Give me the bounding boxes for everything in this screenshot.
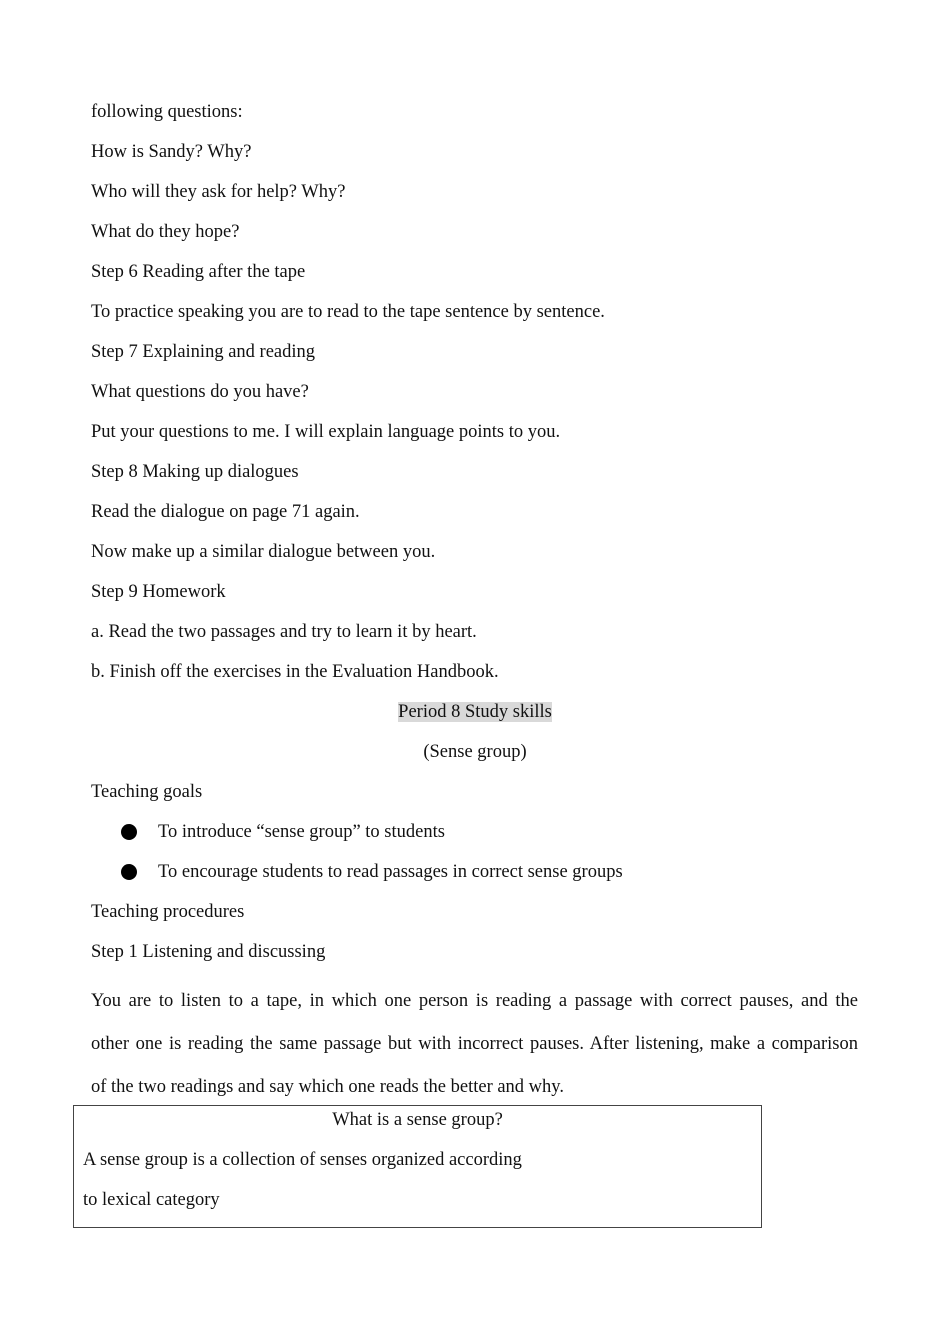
bullet-icon xyxy=(121,864,137,880)
period-title-row xyxy=(0,700,950,724)
goal-item: To encourage students to read passages in correct sense groups xyxy=(158,862,623,882)
sense-group-box xyxy=(73,1105,762,1228)
step-heading: Step 6 Reading after the tape xyxy=(91,262,306,282)
text-line: How is Sandy? Why? xyxy=(91,142,252,162)
bullet-icon xyxy=(121,824,137,840)
text-line: Now make up a similar dialogue between you. xyxy=(91,542,436,562)
box-title: What is a sense group? xyxy=(332,1110,503,1130)
step1-paragraph xyxy=(91,980,858,1109)
step-heading: Step 9 Homework xyxy=(91,582,226,602)
box-text-line: to lexical category xyxy=(83,1190,220,1210)
step-heading: Step 1 Listening and discussing xyxy=(91,942,326,962)
box-text-line: A sense group is a collection of senses organized according xyxy=(83,1150,522,1170)
step-heading: Step 7 Explaining and reading xyxy=(91,342,316,362)
text-line: following questions: xyxy=(91,102,243,122)
paragraph-line: You are to listen to a tape, in which one person is reading a passage with correct pauses, and the xyxy=(91,991,858,1011)
text-line: To practice speaking you are to read to the tape sentence by sentence. xyxy=(91,302,605,322)
text-line: What do they hope? xyxy=(91,222,240,242)
text-line: Who will they ask for help? Why? xyxy=(91,182,346,202)
text-line: Put your questions to me. I will explain language points to you. xyxy=(91,422,561,442)
step-heading: Step 8 Making up dialogues xyxy=(91,462,299,482)
homework-item: b. Finish off the exercises in the Evaluation Handbook. xyxy=(91,662,499,682)
text-line: What questions do you have? xyxy=(91,382,309,402)
paragraph-line: of the two readings and say which one reads the better and why. xyxy=(91,1077,564,1097)
goal-item: To introduce “sense group” to students xyxy=(158,822,445,842)
teaching-procedures-heading: Teaching procedures xyxy=(91,902,245,922)
paragraph-line: other one is reading the same passage but with incorrect pauses. After listening, make a comparison xyxy=(91,1034,858,1054)
period-title: Period 8 Study skills xyxy=(398,702,552,722)
teaching-goals-heading: Teaching goals xyxy=(91,782,203,802)
period-subtitle: (Sense group) xyxy=(423,742,527,762)
homework-item: a. Read the two passages and try to learn it by heart. xyxy=(91,622,477,642)
text-line: Read the dialogue on page 71 again. xyxy=(91,502,360,522)
